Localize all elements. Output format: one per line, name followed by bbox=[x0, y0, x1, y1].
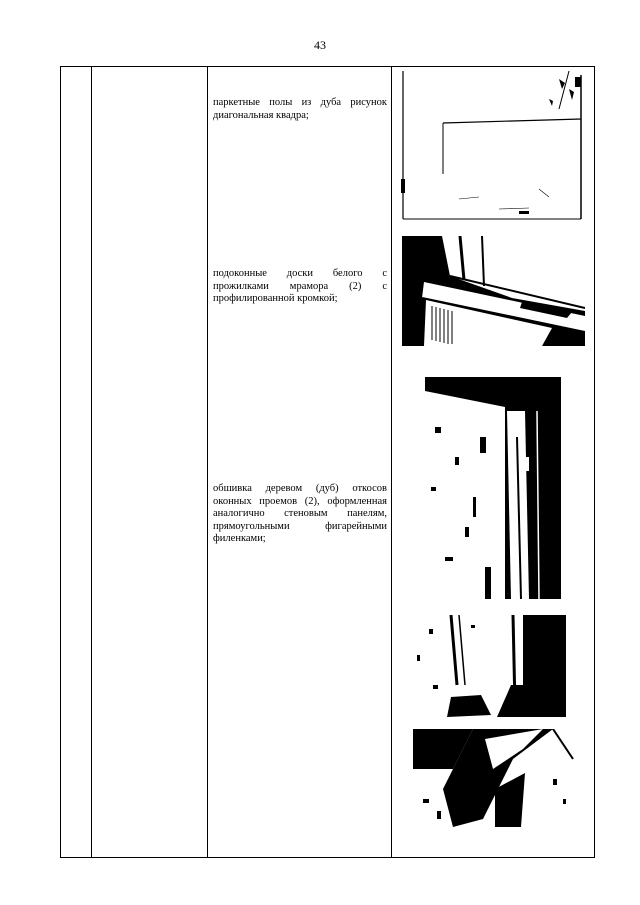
item-description-window-reveal: обшивка деревом (дуб) откосов оконных проемов (2), оформленная аналогично стеновым панелям, прямоугольными фигарейными филенками; bbox=[213, 483, 387, 544]
description-table bbox=[60, 66, 595, 858]
page-number: 43 bbox=[314, 38, 326, 52]
column-divider bbox=[207, 67, 208, 857]
column-divider bbox=[91, 67, 92, 857]
item-description-windowsill: подоконные доски белого с прожилками мрамора (2) с профилированной кромкой; bbox=[213, 268, 387, 304]
window-reveal-photo bbox=[425, 377, 561, 599]
parquet-floor-photo bbox=[399, 69, 585, 221]
item-description-parquet: паркетные полы из дуба рисунок диагональная квадра; bbox=[213, 97, 387, 121]
window-reveal-photo-2 bbox=[411, 615, 566, 717]
windowsill-photo bbox=[402, 236, 585, 346]
column-divider bbox=[391, 67, 392, 857]
window-reveal-photo-3 bbox=[413, 729, 575, 827]
